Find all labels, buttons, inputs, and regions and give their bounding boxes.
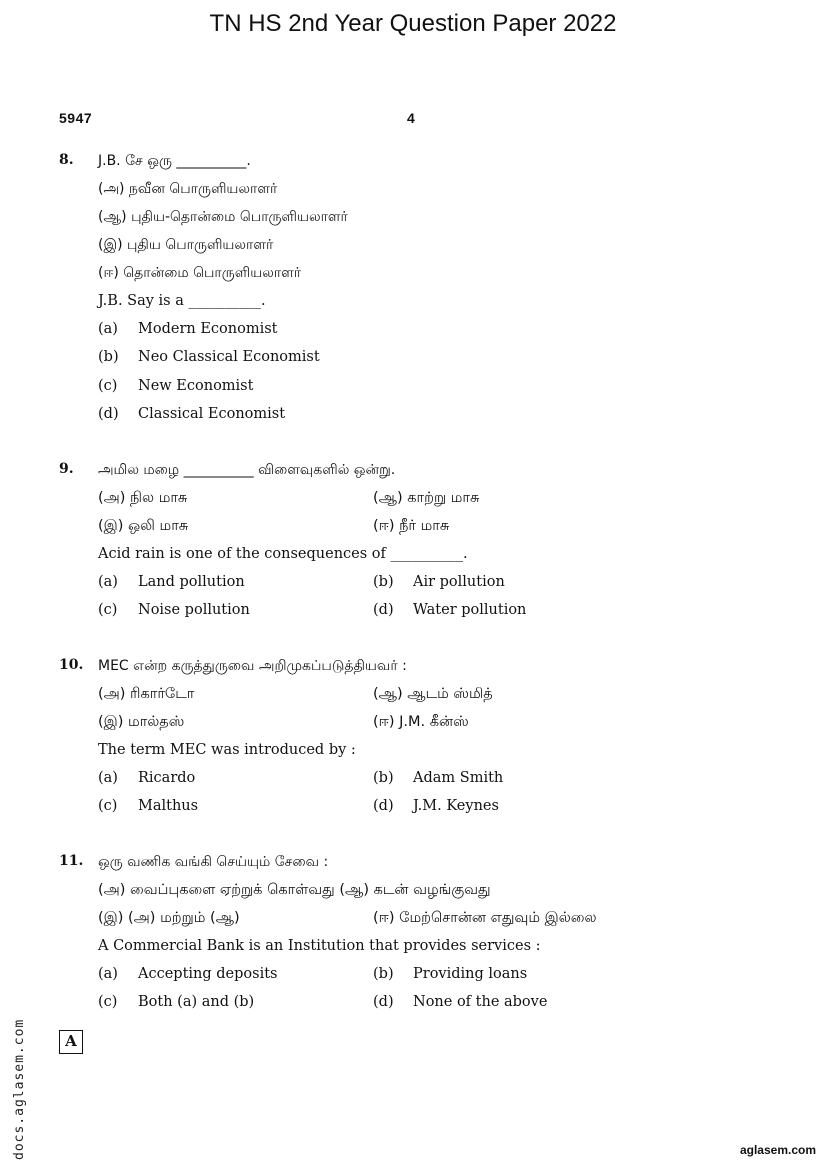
tamil-option: (ஆ) புதிய-தொன்மை பொருளியலாளர் (98, 209, 348, 225)
english-question: The term MEC was introduced by : (98, 742, 356, 758)
tamil-option: (அ) ரிகார்டோ (98, 686, 195, 702)
english-option: (b) Air pollution (373, 574, 505, 590)
english-question: J.B. Say is a __________. (98, 293, 266, 309)
page-number: 4 (407, 110, 415, 126)
tamil-option: (ஈ) J.M. கீன்ஸ் (373, 714, 469, 730)
tamil-option: (அ) வைப்புகளை ஏற்றுக் கொள்வது (ஆ) கடன் வழங்குவது (98, 882, 491, 898)
english-option: (a) Ricardo (98, 770, 196, 786)
tamil-option: (ஆ) காற்று மாசு (373, 490, 480, 506)
tamil-option: (இ) (அ) மற்றும் (ஆ) (98, 910, 240, 926)
english-option: (c) Noise pollution (98, 602, 250, 618)
english-option: (d) Water pollution (373, 602, 527, 618)
english-question: Acid rain is one of the consequences of __________. (98, 546, 468, 562)
english-option: (c) New Economist (98, 378, 254, 394)
english-option: (a) Land pollution (98, 574, 245, 590)
paper-code: 5947 (59, 110, 93, 126)
question-number: 11. (59, 853, 84, 869)
document-title: TN HS 2nd Year Question Paper 2022 (209, 10, 617, 37)
watermark: docs.aglasem.com (12, 1018, 27, 1160)
english-option: (a) Accepting deposits (98, 966, 278, 982)
tamil-option: (இ) மால்தஸ் (98, 714, 185, 730)
tamil-question: MEC என்ற கருத்துருவை அறிமுகப்படுத்தியவர் : (98, 658, 407, 674)
question-number: 10. (59, 657, 84, 673)
series-box: A (59, 1030, 83, 1054)
tamil-question: J.B. சே ஒரு __________. (98, 153, 251, 169)
tamil-option: (அ) நில மாசு (98, 490, 188, 506)
question-number: 9. (59, 461, 74, 477)
english-option: (d) J.M. Keynes (373, 798, 499, 814)
tamil-option: (இ) புதிய பொருளியலாளர் (98, 237, 274, 253)
english-option: (b) Neo Classical Economist (98, 349, 320, 365)
tamil-question: ஒரு வணிக வங்கி செய்யும் சேவை : (98, 854, 329, 870)
english-option: (a) Modern Economist (98, 321, 278, 337)
english-option: (b) Adam Smith (373, 770, 504, 786)
tamil-option: (ஈ) தொன்மை பொருளியலாளர் (98, 265, 302, 281)
tamil-question: அமில மழை __________ விளைவுகளில் ஒன்று. (98, 462, 396, 478)
tamil-option: (இ) ஒலி மாசு (98, 518, 189, 534)
english-option: (d) None of the above (373, 994, 548, 1010)
english-option: (c) Malthus (98, 798, 199, 814)
tamil-option: (அ) நவீன பொருளியலாளர் (98, 181, 278, 197)
tamil-option: (ஈ) மேற்சொன்ன எதுவும் இல்லை (373, 910, 597, 926)
footer-brand: aglasem.com (739, 1143, 816, 1157)
english-option: (d) Classical Economist (98, 406, 286, 422)
tamil-option: (ஈ) நீர் மாசு (373, 518, 450, 534)
english-option: (b) Providing loans (373, 966, 528, 982)
question-number: 8. (59, 152, 74, 168)
tamil-option: (ஆ) ஆடம் ஸ்மித் (373, 686, 493, 702)
english-option: (c) Both (a) and (b) (98, 994, 255, 1010)
english-question: A Commercial Bank is an Institution that provides services : (98, 938, 541, 954)
